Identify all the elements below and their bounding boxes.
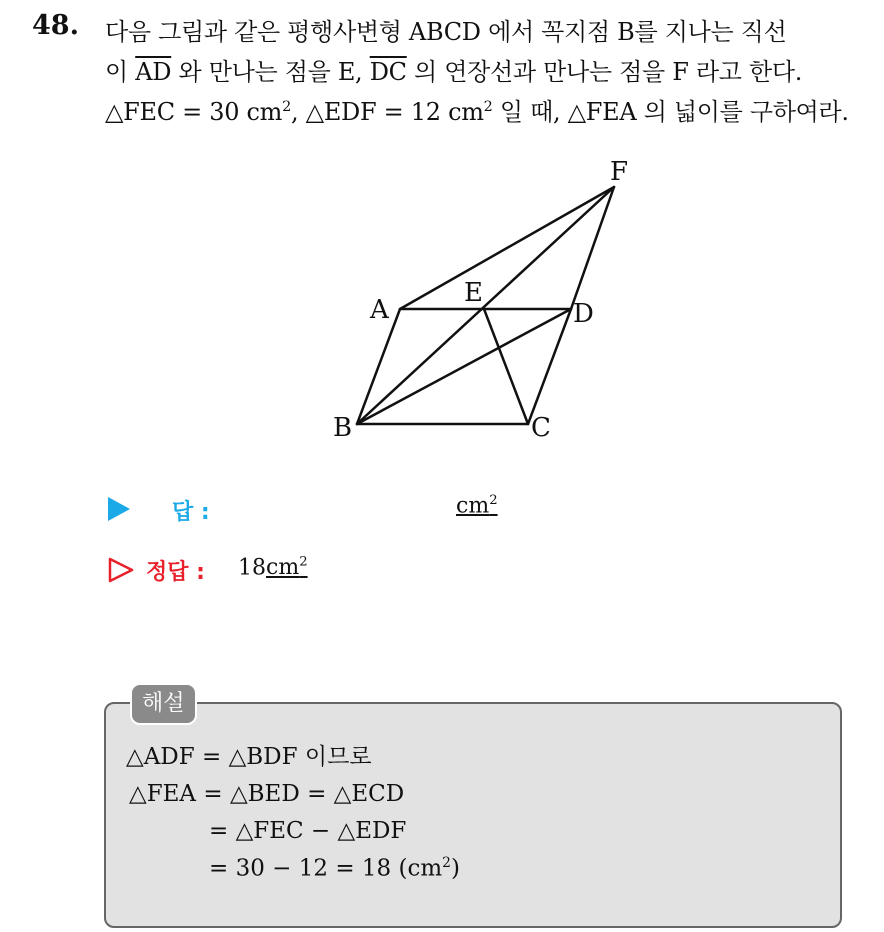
side-dc — [528, 309, 571, 424]
correct-answer-number: 18 — [238, 555, 266, 581]
solution-line-4-pre: = 30 − 12 = 18 (cm — [209, 855, 443, 882]
answer-label: 답 : — [172, 500, 210, 525]
question-number: 48. — [32, 10, 79, 41]
question-line-3-c: 일 때, △FEA 의 넓이를 구하여라. — [492, 98, 849, 126]
question-line-3-a: △FEC = 30 cm — [105, 98, 283, 126]
segment-ec — [484, 309, 528, 424]
answer-unit — [456, 493, 498, 518]
question-line-3-b-sup: 2 — [483, 99, 493, 115]
correct-answer-unit — [266, 555, 308, 580]
label-e: E — [464, 278, 483, 308]
question-line-2-post: 의 연장선과 만나는 점을 F 라고 한다. — [406, 58, 803, 86]
solution-tag: 해설 — [130, 683, 197, 725]
label-d: D — [573, 299, 594, 329]
play-triangle-icon — [108, 497, 130, 521]
label-f: F — [610, 157, 629, 187]
side-ab — [357, 309, 400, 424]
question-line-3-b: , △EDF = 12 cm — [291, 98, 484, 126]
solution-line-3: = △FEC − △EDF — [209, 818, 407, 844]
solution-line-4-post: ) — [450, 855, 460, 882]
solution-line-2: △FEA = △BED = △ECD — [129, 781, 405, 807]
correct-answer-row — [108, 555, 608, 591]
answer-row — [108, 495, 608, 531]
solution-line-4 — [209, 855, 460, 882]
question-line-2-mid: 와 만나는 점을 E, — [171, 58, 370, 86]
question-line-2-pre: 이 — [105, 58, 136, 86]
answer-unit-text: cm — [456, 493, 490, 519]
solution-line-4-sup: 2 — [442, 855, 451, 871]
label-b: B — [333, 413, 353, 443]
outline-triangle-icon — [108, 557, 134, 583]
question-line-3-a-sup: 2 — [282, 99, 291, 115]
correct-answer-value — [238, 555, 308, 580]
label-a: A — [370, 295, 389, 325]
label-c: C — [531, 413, 551, 443]
question-line-1: 다음 그림과 같은 평행사변형 ABCD 에서 꼭지점 B를 지나는 직선 — [105, 18, 787, 46]
solution-box — [104, 702, 842, 928]
correct-answer-unit-text: cm — [266, 555, 300, 581]
solution-line-1: △ADF = △BDF 이므로 — [126, 744, 372, 770]
segment-dc: $\overline{DC}$ — [369, 58, 407, 86]
correct-answer-label: 정답 : — [146, 560, 205, 585]
segment-af — [400, 187, 614, 309]
answer-unit-sup: 2 — [489, 493, 498, 508]
correct-answer-unit-sup: 2 — [299, 555, 308, 570]
segment-ad: $\overline{AD}$ — [135, 58, 172, 86]
